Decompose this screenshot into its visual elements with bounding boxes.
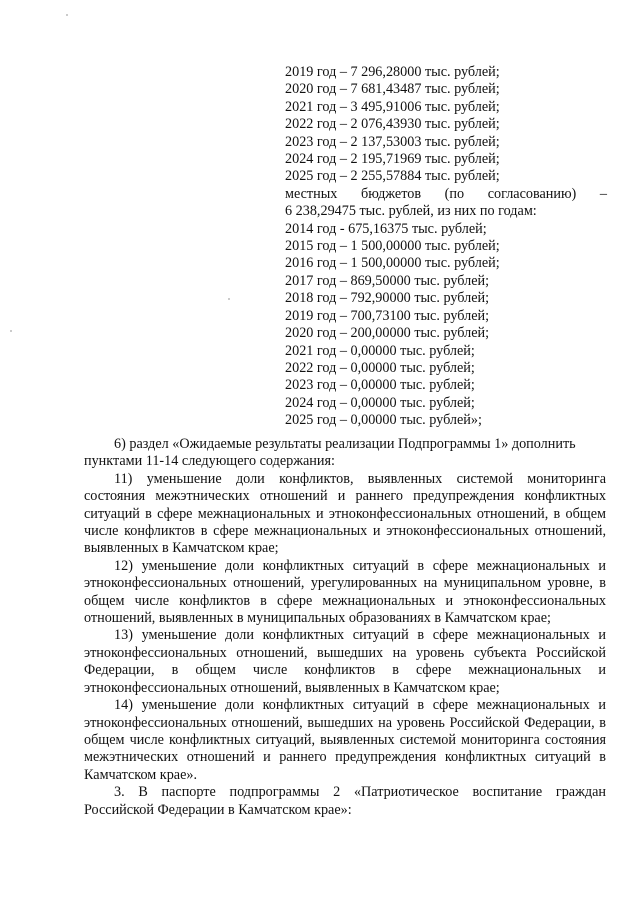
federal-year-row: 2021 год – 3 495,91006 тыс. рублей; [285, 98, 500, 115]
scan-speck [66, 14, 68, 16]
local-year-row: 2018 год – 792,90000 тыс. рублей; [285, 290, 490, 307]
paragraph-11: 11) уменьшение доли конфликтов, выявленных системой мониторинга состояния межэтнических отношений и раннего предупреждения конфликтных ситуаций в сфере межнациональных и этноконфессиональных отношений, в общем числе конфликтов в сфере межнациональных и этноконфессиональных отношений, выявленных в Камчатском крае; [84, 470, 606, 557]
paragraph-12: 12) уменьшение доли конфликтных ситуаций в сфере межнациональных и этноконфессиональных отношений, урегулированных на муниципальном уровне, в общем числе конфликтов в сфере межнациональных и этноконфессиональных отношений, выявленных в муниципальных образованиях в Камчатском крае; [84, 557, 606, 627]
local-year-row: 2015 год – 1 500,00000 тыс. рублей; [285, 238, 500, 255]
heading-word: бюджетов [360, 185, 422, 202]
federal-year-row: 2020 год – 7 681,43487 тыс. рублей; [285, 81, 500, 98]
paragraph-14: 14) уменьшение доли конфликтных ситуаций в сфере межнациональных и этноконфессиональных отношений, вышедших на уровень Российской Федерации, в общем числе конфликтных ситуаций, выявленных системой мониторинга состояния межэтнических отношений и раннего предупреждения конфликтных ситуаций в Камчатском крае». [84, 697, 606, 783]
local-year-row: 2019 год – 700,73100 тыс. рублей; [285, 307, 490, 324]
federal-year-row: 2022 год – 2 076,43930 тыс. рублей; [285, 116, 500, 133]
document-body [84, 436, 606, 819]
federal-year-row: 2024 год – 2 195,71969 тыс. рублей; [285, 151, 500, 168]
federal-year-row: 2025 год – 2 255,57884 тыс. рублей; [285, 168, 500, 185]
local-year-row: 2021 год – 0,00000 тыс. рублей; [285, 342, 475, 359]
item-6-line: 6) раздел «Ожидаемые результаты реализации Подпрограммы 1» дополнить [114, 436, 576, 452]
federal-years-list [285, 64, 607, 186]
local-year-row: 2024 год – 0,00000 тыс. рублей; [285, 394, 475, 411]
federal-year-row: 2019 год – 7 296,28000 тыс. рублей; [285, 64, 500, 80]
paragraph-13: 13) уменьшение доли конфликтных ситуаций в сфере межнациональных и этноконфессиональных отношений, вышедших на уровень субъекта Российской Федерации, в общем числе конфликтов в сфере межнациональных и этноконфессиональных отношений, выявленных в Камчатском крае; [84, 627, 606, 696]
item-6-continuation: пунктами 11-14 следующего содержания: [84, 453, 335, 470]
paragraph-item-3: 3. В паспорте подпрограммы 2 «Патриотическое воспитание граждан Российской Федерации в Камчатском крае»: [84, 784, 606, 818]
local-year-row: 2014 год - 675,16375 тыс. рублей; [285, 220, 487, 237]
heading-word: согласованию) [487, 185, 577, 202]
local-year-row: 2016 год – 1 500,00000 тыс. рублей; [285, 255, 500, 272]
funding-list [285, 64, 607, 430]
federal-year-row: 2023 год – 2 137,53003 тыс. рублей; [285, 133, 500, 150]
local-year-row: 2023 год – 0,00000 тыс. рублей; [285, 377, 475, 394]
local-year-row: 2022 год – 0,00000 тыс. рублей; [285, 359, 475, 376]
heading-word: (по [444, 185, 465, 202]
local-year-row: 2017 год – 869,50000 тыс. рублей; [285, 272, 490, 289]
local-years-list [285, 221, 607, 430]
heading-word: местных [285, 185, 338, 202]
local-year-row: 2025 год – 0,00000 тыс. рублей»; [285, 412, 482, 429]
scan-speck [228, 298, 230, 300]
local-year-row: 2020 год – 200,00000 тыс. рублей; [285, 325, 490, 342]
heading-word: – [599, 185, 607, 202]
local-budget-heading [285, 186, 607, 203]
scan-speck [10, 330, 12, 332]
local-budget-total: 6 238,29475 тыс. рублей, из них по годам: [285, 203, 537, 220]
